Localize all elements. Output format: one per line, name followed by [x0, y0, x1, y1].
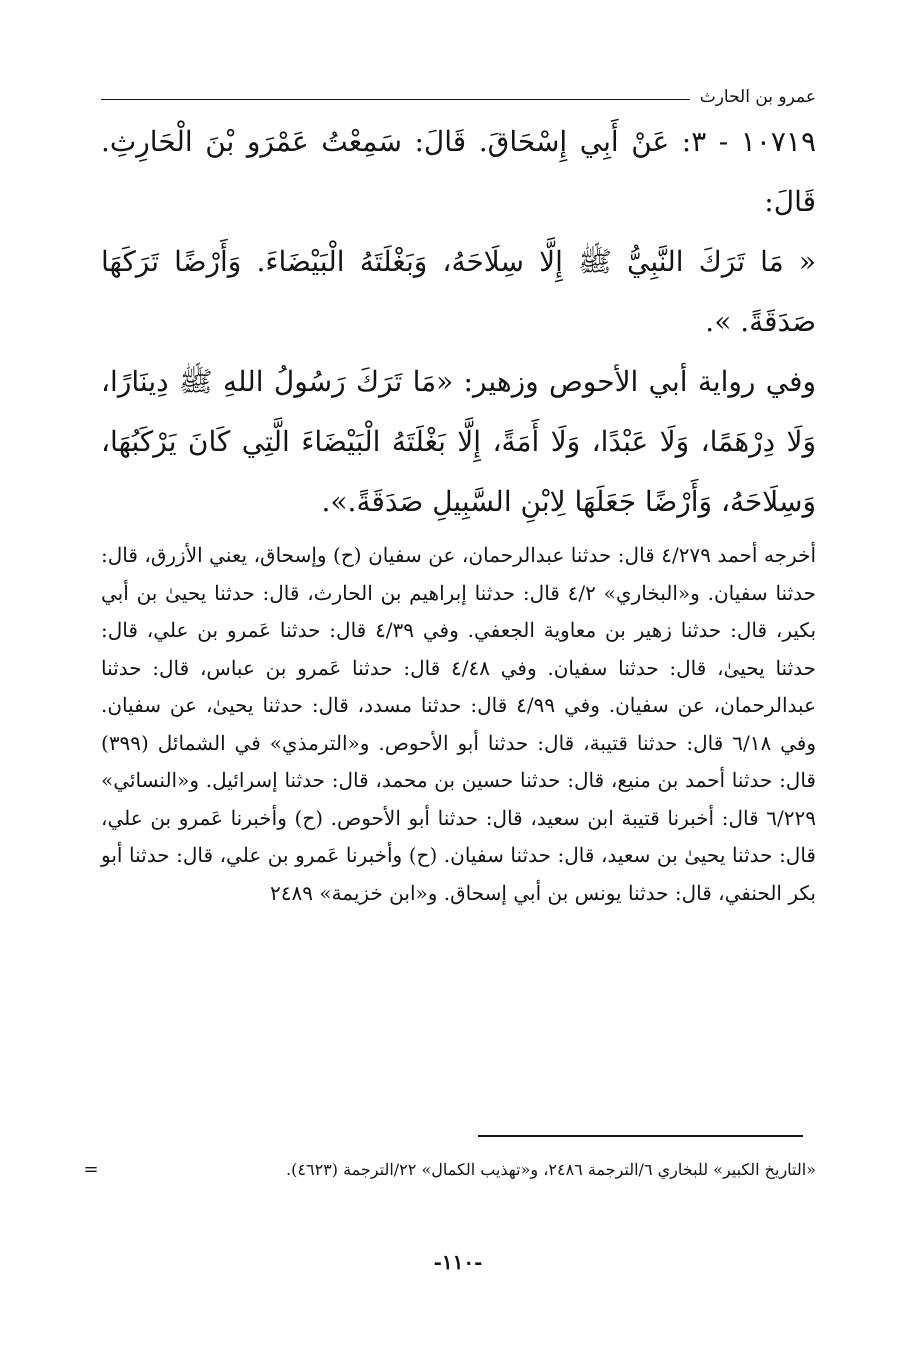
hadith-matn: « مَا تَرَكَ النَّبِيُّ ﷺ إِلَّا سِلَاحَهُ، وَبَغْلَتَهُ الْبَيْضَاءَ. وَأَرْضًا تَرَكَهَا صَدَقَةً. ». — [101, 245, 816, 338]
footnote-text: «التاريخ الكبير» للبخاري ٦/الترجمة ٢٤٨٦، و«تهذيب الكمال» ٢٢/الترجمة (٤٦٢٣). — [286, 1160, 816, 1179]
hadith-number: ١٠٧١٩ - ٣ — [691, 125, 816, 158]
running-head — [101, 82, 816, 112]
running-head-title: عمرو بن الحارث — [699, 87, 816, 107]
hadith-alternate-narration: وفي رواية أبي الأحوص وزهير: «مَا تَرَكَ رَسُولُ اللهِ ﷺ دِينَارًا، وَلَا دِرْهَمًا، وَلَا عَبْدًا، وَلَا أَمَةً، إِلَّا بَغْلَتَهُ الْبَيْضَاءَ الَّتِي كَانَ يَرْكَبُهَا، وَسِلَاحَهُ، وَأَرْضًا جَعَلَهَا لِابْنِ السَّبِيلِ صَدَقَةً.». — [101, 365, 816, 518]
running-head-rule — [101, 99, 690, 100]
footnote-rule — [478, 1135, 803, 1137]
page-number: -١١٠- — [433, 1250, 483, 1274]
footnote-marker: = — [83, 1159, 99, 1180]
takhrij-paragraph: أخرجه أحمد ٤/٢٧٩ قال: حدثنا عبدالرحمان، عن سفيان (ح) وإسحاق، يعني الأزرق، قال: حدثنا سفيان. و«البخاري» ٤/٢ قال: حدثنا إبراهيم بن الحارث، قال: حدثنا يحيىٰ بن أبي بكير، قال: حدثنا زهير بن معاوية الجعفي. وفي ٤/٣٩ قال: حدثنا عَمرو بن علي، قال: حدثنا يحيىٰ، قال: حدثنا سفيان. وفي ٤/٤٨ قال: حدثنا عَمرو بن عباس، قال: حدثنا عبدالرحمان، عن سفيان. وفي ٤/٩٩ قال: حدثنا مسدد، قال: حدثنا يحيىٰ، عن سفيان. وفي ٦/١٨ قال: حدثنا قتيبة، قال: حدثنا أبو الأحوص. و«الترمذي» في الشمائل (٣٩٩) قال: حدثنا أحمد بن منيع، قال: حدثنا حسين بن محمد، قال: حدثنا إسرائيل. و«النسائي» ٦/٢٢٩ قال: أخبرنا قتيبة ابن سعيد، قال: حدثنا أبو الأحوص. (ح) وأخبرنا عَمرو بن علي، قال: حدثنا يحيىٰ بن سعيد، قال: حدثنا سفيان. (ح) وأخبرنا عَمرو بن علي، قال: حدثنا أبو بكر الحنفي، قال: حدثنا يونس بن أبي إسحاق. و«ابن خزيمة» ٢٤٨٩ — [101, 543, 817, 905]
hadith-isnad-text: : عَنْ أَبِي إِسْحَاقَ. قَالَ: سَمِعْتُ عَمْرَو بْنَ الْحَارِثِ. قَالَ: — [101, 125, 816, 218]
hadith-isnad — [101, 112, 816, 232]
footnote — [83, 1155, 816, 1185]
